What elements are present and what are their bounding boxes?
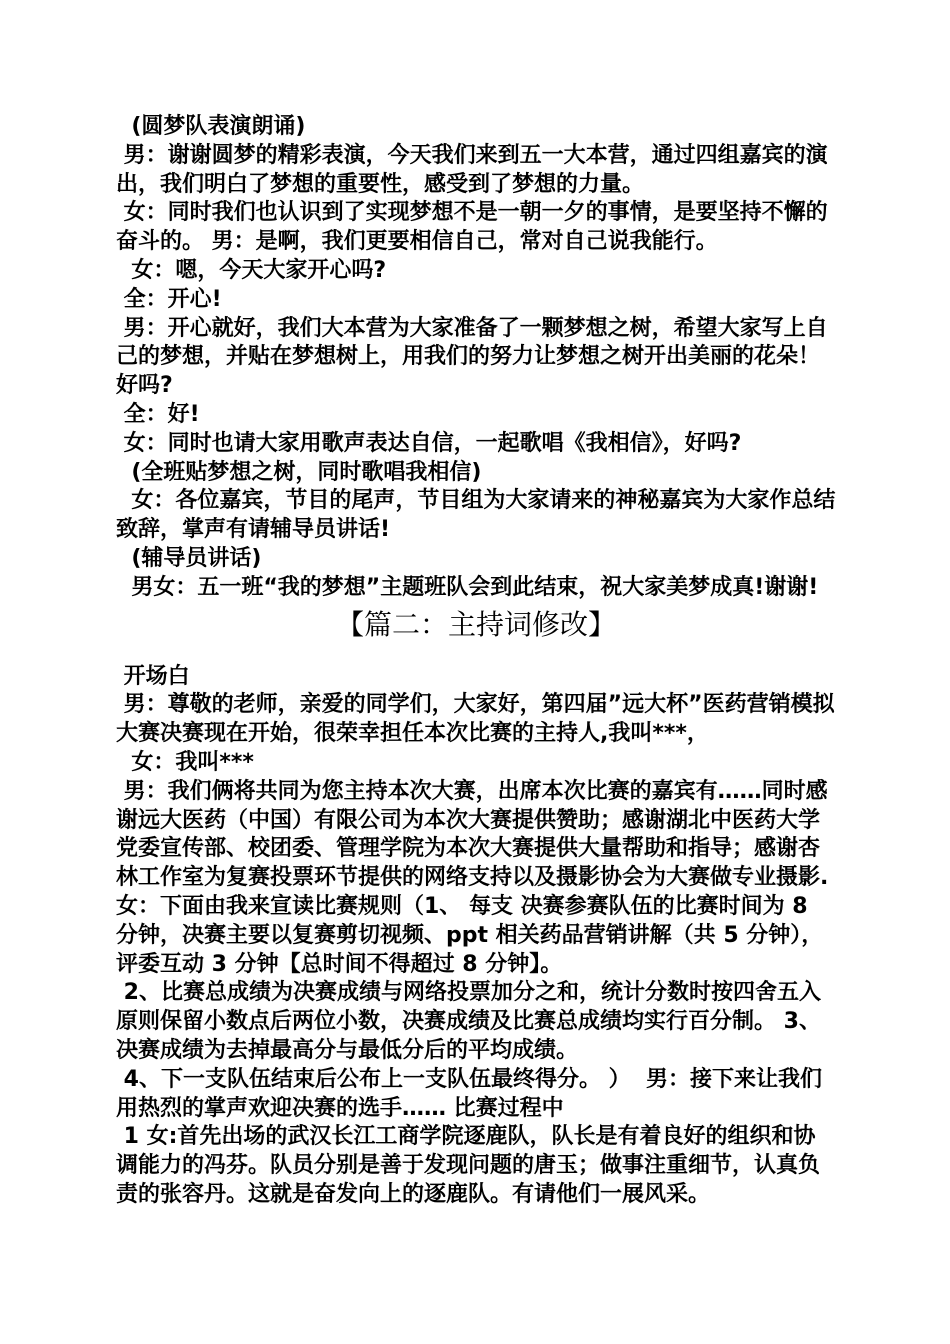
dialogue-line: 女：各位嘉宾，节目的尾声，节目组为大家请来的神秘嘉宾为大家作总结致辞，掌声有请辅导员讲话! bbox=[116, 488, 836, 543]
dialogue-line: 全：好! bbox=[116, 401, 200, 427]
stage-direction: (辅导员讲话) bbox=[116, 545, 262, 571]
dialogue-line: 男女：五一班“我的梦想”主题班队会到此结束，祝大家美梦成真!谢谢! bbox=[116, 574, 819, 600]
section-one bbox=[116, 113, 836, 603]
dialogue-line: 男：开心就好，我们大本营为大家准备了一颗梦想之树，希望大家写上自己的梦想，并贴在梦想树上，用我们的努力让梦想之树开出美丽的花朵！好吗? bbox=[116, 315, 828, 399]
dialogue-line: 女：同时也请大家用歌声表达自信，一起歌唱《我相信》，好吗? bbox=[116, 430, 742, 456]
dialogue-line: 全：开心! bbox=[116, 286, 222, 312]
dialogue-line: 女：我叫*** bbox=[116, 749, 254, 775]
rule-paragraph: 4、下一支队伍结束后公布上一支队伍最终得分。 ） 男：接下来让我们用热烈的掌声欢迎决赛的选手…… 比赛过程中 bbox=[116, 1066, 822, 1121]
document-page bbox=[116, 113, 836, 1210]
dialogue-line: 男：我们俩将共同为您主持本次大赛，出席本次比赛的嘉宾有……同时感谢远大医药（中国）有限公司为本次大赛提供赞助；感谢湖北中医药大学党委宣传部、校团委、管理学院为本次大赛提供大量帮助和指导；感谢杏林工作室为复赛投票环节提供的网络支持以及摄影协会为大赛做专业摄影. 女：下面由我来宣读比赛规则（1、 每支 决赛参赛队伍的比赛时间为 8 分钟，决赛主要以复赛剪切视频、ppt 相关药品营销讲解（共 5 分钟），评委互动 3 分钟【总时间不得超过 8 分钟】。 bbox=[116, 778, 837, 977]
stage-direction: (圆梦队表演朗诵) bbox=[116, 114, 306, 139]
stage-direction: (全班贴梦想之树，同时歌唱我相信) bbox=[116, 459, 482, 485]
dialogue-line: 女：嗯，今天大家开心吗? bbox=[116, 257, 387, 283]
section-two bbox=[116, 663, 836, 1210]
dialogue-line: 1 女:首先出场的武汉长江工商学院逐鹿队，队长是有着良好的组织和协调能力的冯芬。队员分别是善于发现问题的唐玉；做事注重细节，认真负责的张容丹。这就是奋发向上的逐鹿队。有请他们一展风采。 bbox=[116, 1124, 821, 1207]
dialogue-line: 女：同时我们也认识到了实现梦想不是一朝一夕的事情，是要坚持不懈的奋斗的。 男：是啊，我们更要相信自己，常对自己说我能行。 bbox=[116, 200, 828, 255]
subheading: 开场白 bbox=[116, 663, 190, 689]
dialogue-line: 男：尊敬的老师，亲爱的同学们，大家好，第四届”远大杯”医药营销模拟大赛决赛现在开始，很荣幸担任本次比赛的主持人,我叫***， bbox=[116, 692, 835, 747]
dialogue-line: 男：谢谢圆梦的精彩表演，今天我们来到五一大本营，通过四组嘉宾的演出，我们明白了梦想的重要性，感受到了梦想的力量。 bbox=[116, 142, 828, 197]
section-heading: 【篇二：主持词修改】 bbox=[335, 607, 616, 641]
rule-paragraph: 2、比赛总成绩为决赛成绩与网络投票加分之和，统计分数时按四舍五入原则保留小数点后两位小数，决赛成绩及比赛总成绩均实行百分制。 3、决赛成绩为去掉最高分与最低分后的平均成绩。 bbox=[116, 980, 821, 1063]
